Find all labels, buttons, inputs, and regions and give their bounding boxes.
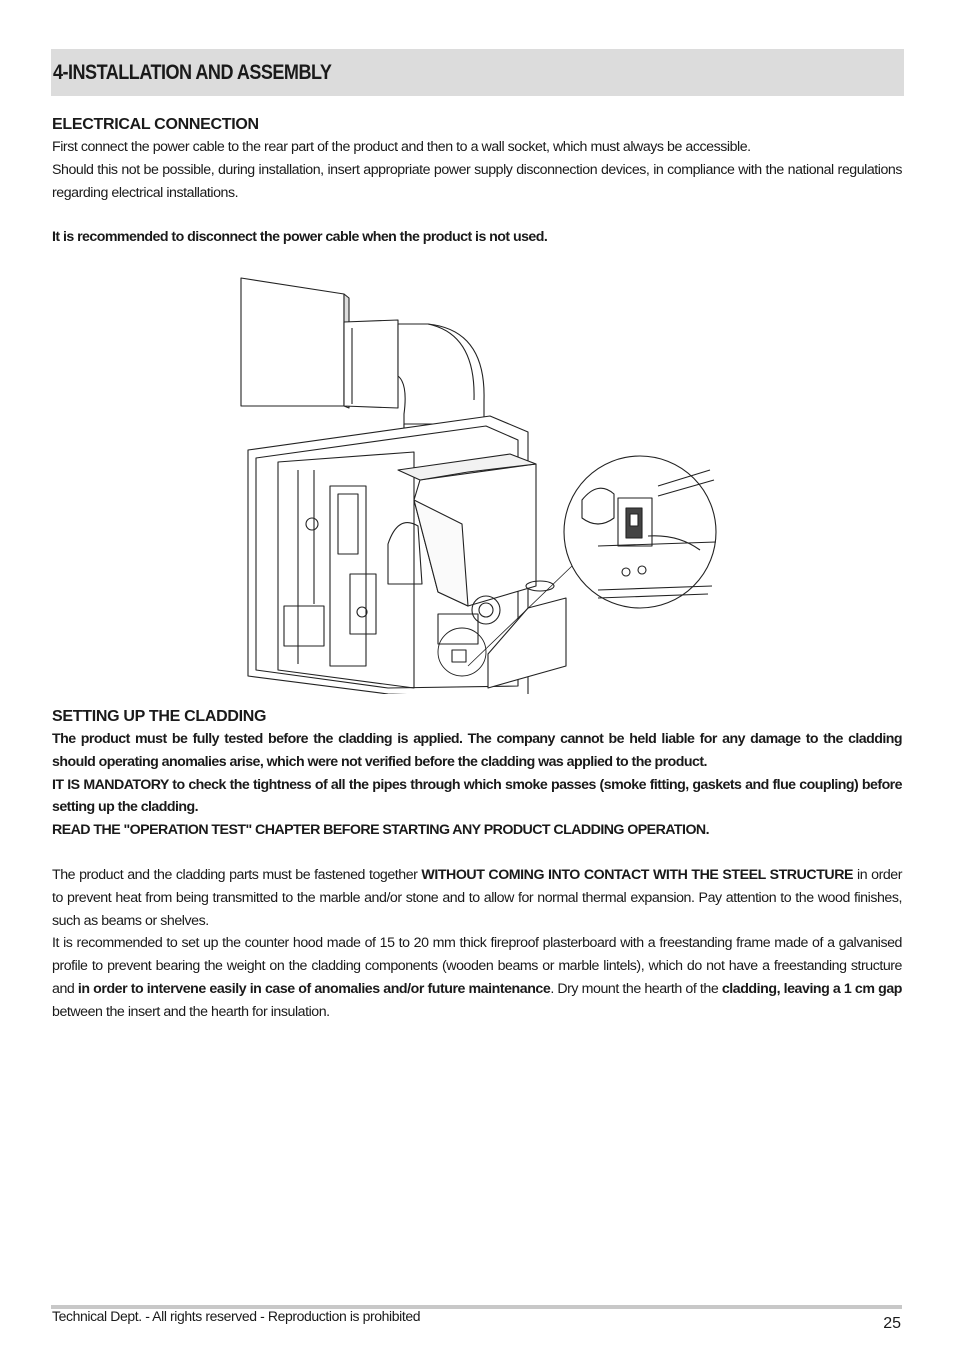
cladding-p1-text-c: in order to prevent heat from being transmitted to the marble and/or stone and to allow for normal thermal expansion. Pay attention to the wood finishes, such as beams or shelves. — [52, 866, 902, 929]
cladding-title: SETTING UP THE CLADDING — [52, 708, 267, 725]
electrical-paragraph-2: Should this not be possible, during installation, insert appropriate power supply disconnection devices, in compliance with the national regulations regarding electrical installations. — [52, 161, 902, 201]
cladding-section — [52, 706, 902, 1024]
cladding-p2-text-e: between the insert and the hearth for insulation. — [52, 1003, 330, 1020]
cladding-paragraph-1 — [52, 864, 902, 932]
insert-installation-illustration — [238, 274, 720, 694]
footer-copyright: Technical Dept. - All rights reserved - Reproduction is prohibited — [52, 1308, 421, 1324]
electrical-connection-section — [52, 114, 902, 249]
cladding-p2-text-c: . Dry mount the hearth of the — [550, 980, 722, 997]
electrical-paragraph-1: First connect the power cable to the rear part of the product and then to a wall socket, which must always be accessible. — [52, 139, 751, 155]
page-number: 25 — [883, 1315, 901, 1332]
cladding-warning-2: IT IS MANDATORY to check the tightness of all the pipes through which smoke passes (smoke fitting, gaskets and flue coupling) before setting up the cladding. — [52, 776, 902, 816]
cladding-p1-bold-b: WITHOUT COMING INTO CONTACT WITH THE STEEL STRUCTURE — [421, 866, 854, 883]
cladding-p2-bold-b: in order to intervene easily in case of anomalies and/or future maintenance — [77, 980, 551, 997]
section-title: 4-INSTALLATION AND ASSEMBLY — [53, 60, 332, 84]
cladding-warning-1: The product must be fully tested before the cladding is applied. The company cannot be held liable for any damage to the cladding should operating anomalies arise, which were not verified before the cladding was applied to the product. — [52, 731, 902, 770]
cladding-warning-3: READ THE "OPERATION TEST" CHAPTER BEFORE STARTING ANY PRODUCT CLADDING OPERATION. — [52, 822, 710, 839]
section-header — [51, 49, 904, 96]
cladding-p2-bold-d: cladding, leaving a 1 cm gap — [721, 980, 902, 997]
cladding-paragraph-2 — [52, 932, 902, 1023]
cladding-p1-text-a: The product and the cladding parts must be fastened together — [52, 866, 422, 883]
cladding-p2-text-a: It is recommended to set up the counter hood made of 15 to 20 mm thick fireproof plasterboard with a freestanding frame made of a galvanised profile to prevent bearing the weight on the cladding components (wooden beams or marble lintels), which do not have a freestanding structure and — [52, 935, 902, 997]
electrical-connection-title: ELECTRICAL CONNECTION — [52, 116, 259, 133]
electrical-warning: It is recommended to disconnect the power cable when the product is not used. — [52, 229, 548, 246]
